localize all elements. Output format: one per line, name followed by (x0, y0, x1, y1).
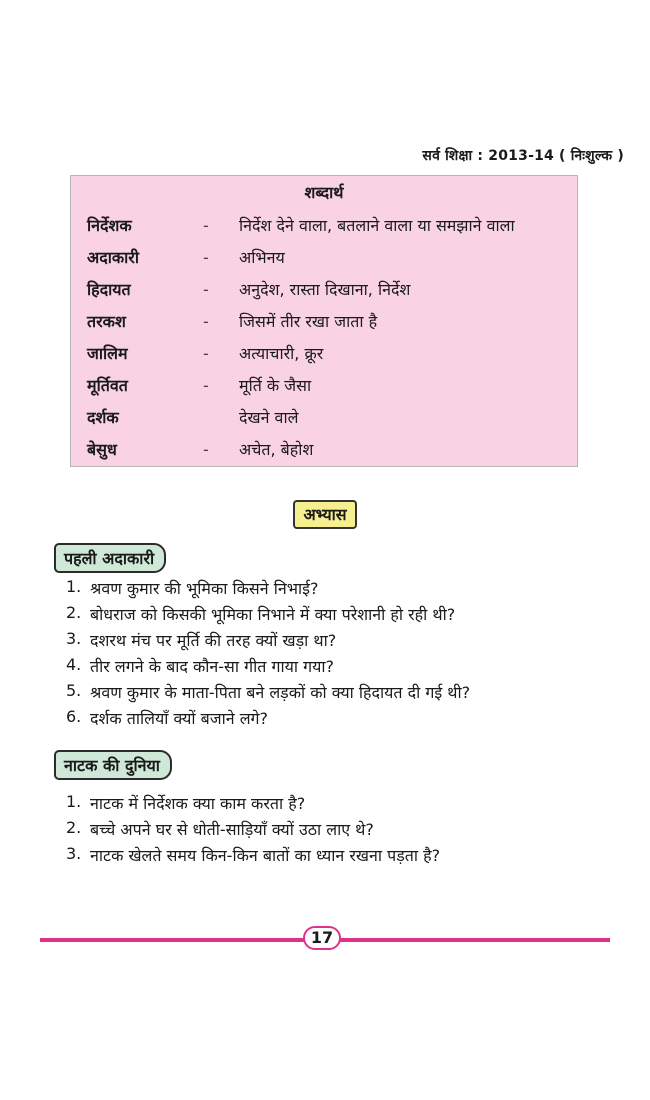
glossary-entry (87, 402, 571, 432)
glossary-dash: - (203, 375, 209, 395)
glossary-entry (87, 210, 571, 240)
glossary-definition: जिसमें तीर रखा जाता है (239, 312, 378, 331)
exercise-title-wrap (0, 500, 650, 529)
glossary-definition: निर्देश देने वाला, बतलाने वाला या समझाने वाला (239, 216, 515, 235)
glossary-definition: अभिनय (239, 248, 285, 267)
question-item (66, 792, 305, 814)
glossary-dash: - (203, 343, 209, 363)
glossary-box (70, 175, 578, 467)
section-label-world-of-drama: नाटक की दुनिया (54, 750, 172, 780)
glossary-definition: अचेत, बेहोश (239, 440, 314, 459)
question-text: नाटक खेलते समय किन-किन बातों का ध्यान रखना पड़ता है? (90, 846, 441, 865)
question-item (66, 603, 455, 625)
glossary-term: निर्देशक (87, 216, 132, 235)
glossary-dash: - (203, 247, 209, 267)
question-text: नाटक में निर्देशक क्या काम करता है? (90, 794, 306, 813)
glossary-entry (87, 338, 571, 368)
glossary-entry (87, 274, 571, 304)
question-number: 1. (66, 792, 82, 811)
glossary-term: अदाकारी (87, 248, 139, 267)
glossary-entry (87, 370, 571, 400)
glossary-term: दर्शक (87, 408, 119, 427)
question-text: श्रवण कुमार की भूमिका किसने निभाई? (90, 579, 319, 598)
glossary-term: मूर्तिवत (87, 376, 128, 395)
question-number: 3. (66, 629, 82, 648)
footer-rule-right (340, 938, 610, 942)
glossary-dash: - (203, 311, 209, 331)
question-item (66, 629, 336, 651)
glossary-definition: अत्याचारी, क्रूर (239, 344, 324, 363)
glossary-term: बेसुध (87, 440, 117, 459)
question-item (66, 818, 374, 840)
question-text: तीर लगने के बाद कौन-सा गीत गाया गया? (90, 657, 335, 676)
question-text: श्रवण कुमार के माता-पिता बने लड़कों को क्या हिदायत दी गई थी? (90, 683, 471, 702)
question-number: 2. (66, 818, 82, 837)
glossary-dash: - (203, 439, 209, 459)
exercise-title: अभ्यास (293, 500, 356, 529)
glossary-title: शब्दार्थ (304, 183, 344, 202)
question-item (66, 655, 334, 677)
question-item (66, 707, 268, 729)
question-text: दर्शक तालियाँ क्यों बजाने लगे? (90, 709, 269, 728)
question-item (66, 844, 440, 866)
question-number: 5. (66, 681, 82, 700)
question-item (66, 681, 470, 703)
glossary-term: तरकश (87, 312, 126, 331)
question-number: 4. (66, 655, 82, 674)
glossary-entry (87, 434, 571, 464)
page-number: 17 (303, 926, 341, 950)
question-number: 3. (66, 844, 82, 863)
question-item (66, 577, 318, 599)
glossary-dash: - (203, 215, 209, 235)
question-text: बोधराज को किसकी भूमिका निभाने में क्या परेशानी हो रही थी? (90, 605, 456, 624)
glossary-definition: देखने वाले (239, 408, 299, 427)
glossary-definition: अनुदेश, रास्ता दिखाना, निर्देश (239, 280, 411, 299)
footer-rule-left (40, 938, 304, 942)
glossary-entry (87, 242, 571, 272)
question-number: 2. (66, 603, 82, 622)
question-number: 1. (66, 577, 82, 596)
glossary-term: हिदायत (87, 280, 131, 299)
glossary-definition: मूर्ति के जैसा (239, 376, 312, 395)
glossary-term: जालिम (87, 344, 128, 363)
page-header: सर्व शिक्षा : 2013-14 ( निःशुल्क ) (422, 148, 624, 164)
glossary-dash: - (203, 279, 209, 299)
question-text: दशरथ मंच पर मूर्ति की तरह क्यों खड़ा था? (90, 631, 337, 650)
question-number: 6. (66, 707, 82, 726)
question-text: बच्चे अपने घर से धोती-साड़ियाँ क्यों उठा लाए थे? (90, 820, 374, 839)
section-label-first-performance: पहली अदाकारी (54, 543, 166, 573)
glossary-entry (87, 306, 571, 336)
